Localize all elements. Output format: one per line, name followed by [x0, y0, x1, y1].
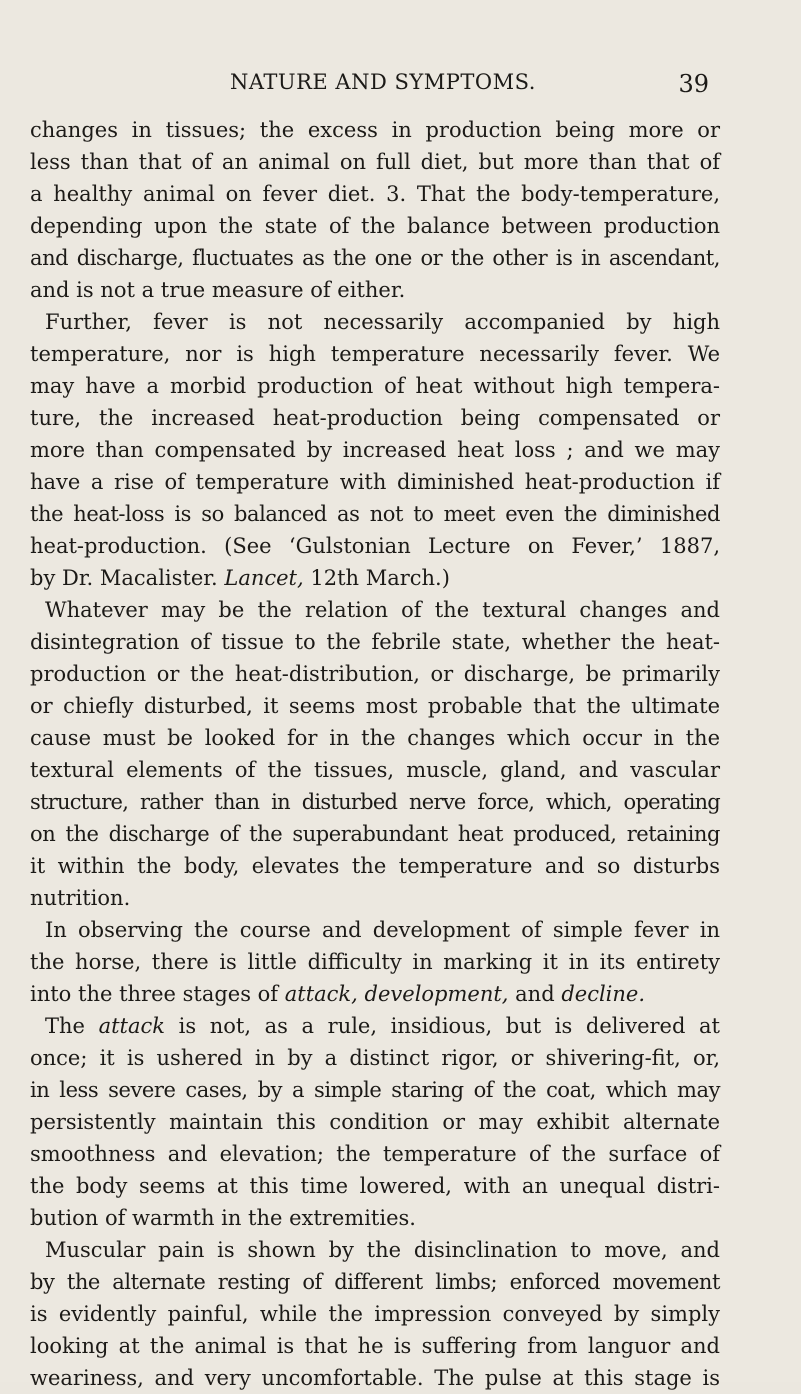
text-line: nutrition. — [30, 886, 131, 910]
text-line: the horse, there is little difficulty in marking it in its entirety — [30, 950, 720, 974]
text-line: have a rise of temperature with diminished heat-production if — [30, 470, 720, 494]
italic-term: attack — [98, 1014, 165, 1038]
text-line: or chiefly disturbed, it seems most probable that the ultimate — [30, 694, 720, 718]
text-line: is evidently painful, while the impression conveyed by simply — [30, 1302, 720, 1326]
text-line: bution of warmth in the extremities. — [30, 1206, 416, 1230]
text-fragment: by Dr. Macalister. — [30, 566, 225, 590]
italic-term: development, — [364, 982, 509, 1006]
text-line: and is not a true measure of either. — [30, 278, 406, 302]
text-line: changes in tissues; the excess in production being more or — [30, 118, 720, 142]
text-line: temperature, nor is high temperature necessarily fever. We — [30, 342, 720, 366]
body-text — [30, 114, 720, 1394]
text-line — [30, 562, 720, 594]
text-line: on the discharge of the superabundant heat produced, retaining — [30, 822, 720, 846]
text-line: production or the heat-distribution, or discharge, be primarily — [30, 662, 720, 686]
text-fragment — [358, 982, 365, 1006]
text-line: smoothness and elevation; the temperature of the surface of — [30, 1142, 720, 1166]
text-line: it within the body, elevates the temperature and so disturbs — [30, 854, 720, 878]
running-title: NATURE AND SYMPTOMS. — [230, 70, 536, 94]
text-line: In observing the course and development of simple fever in — [45, 918, 720, 942]
text-line: cause must be looked for in the changes which occur in the — [30, 726, 720, 750]
italic-term: attack, — [284, 982, 358, 1006]
text-line: in less severe cases, by a simple staring of the coat, which may — [30, 1078, 720, 1102]
text-line: more than compensated by increased heat loss ; and we may — [30, 438, 720, 462]
text-fragment: is not, as a rule, insidious, but is delivered at — [164, 1014, 720, 1038]
text-line: by the alternate resting of different limbs; enforced movement — [30, 1270, 720, 1294]
text-line: weariness, and very uncomfortable. The pulse at this stage is — [30, 1366, 720, 1390]
text-line: ture, the increased heat-production being compensated or — [30, 406, 720, 430]
text-line: Muscular pain is shown by the disinclination to move, and — [45, 1238, 720, 1262]
text-line: structure, rather than in disturbed nerve force, which, operating — [30, 790, 720, 814]
text-line: heat-production. (See ‘Gulstonian Lecture on Fever,’ 1887, — [30, 534, 720, 558]
text-line: may have a morbid production of heat without high tempera- — [30, 374, 720, 398]
italic-citation: Lancet, — [224, 566, 304, 590]
text-line: Whatever may be the relation of the textural changes and — [45, 598, 720, 622]
text-line — [30, 978, 720, 1010]
text-line: a healthy animal on fever diet. 3. That the body-temperature, — [30, 182, 720, 206]
italic-term: decline. — [561, 982, 646, 1006]
text-line: and discharge, fluctuates as the one or the other is in ascendant, — [30, 246, 720, 270]
text-line — [30, 1010, 720, 1042]
text-line: disintegration of tissue to the febrile state, whether the heat- — [30, 630, 720, 654]
text-fragment: 12th March.) — [303, 566, 450, 590]
page-number: 39 — [678, 70, 709, 98]
text-line: persistently maintain this condition or may exhibit alternate — [30, 1110, 720, 1134]
text-line: less than that of an animal on full diet, but more than that of — [30, 150, 720, 174]
text-line: the heat-loss is so balanced as not to meet even the diminished — [30, 502, 720, 526]
text-line: Further, fever is not necessarily accompanied by high — [45, 310, 720, 334]
text-line: once; it is ushered in by a distinct rigor, or shivering-fit, or, — [30, 1046, 720, 1070]
text-line: textural elements of the tissues, muscle, gland, and vascular — [30, 758, 720, 782]
text-line: looking at the animal is that he is suffering from languor and — [30, 1334, 720, 1358]
text-fragment: and — [508, 982, 562, 1006]
text-line: depending upon the state of the balance between production — [30, 214, 720, 238]
text-fragment: The — [45, 1014, 99, 1038]
text-line: the body seems at this time lowered, with an unequal distri- — [30, 1174, 720, 1198]
text-fragment: into the three stages of — [30, 982, 285, 1006]
